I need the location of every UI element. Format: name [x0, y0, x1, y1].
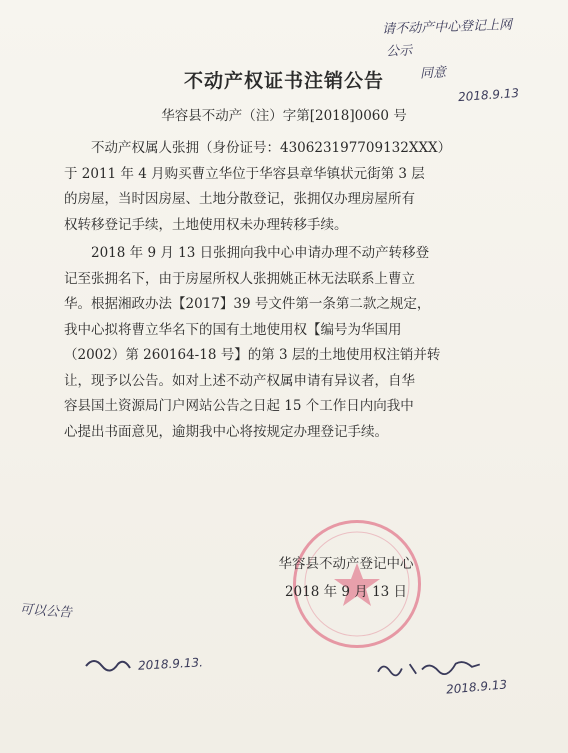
document-body	[64, 136, 504, 445]
paragraph-1-cont	[64, 162, 504, 239]
text-line: 我中心拟将曹立华名下的国有土地使用权【编号为华国用	[64, 321, 402, 338]
handwritten-date: 2018.9.13	[445, 677, 508, 697]
text-line: 的房屋，当时因房屋、土地分散登记，张拥仅办理房屋所有	[64, 191, 415, 207]
issuer-block	[246, 550, 446, 606]
handwritten-date: 2018.9.13.	[137, 655, 204, 673]
document-title: 不动产权证书注销公告	[183, 70, 384, 92]
signature-icon	[84, 652, 134, 676]
issuer-name: 华容县不动产登记中心	[278, 556, 414, 572]
signature-icon	[375, 654, 486, 682]
text-line: 权转移登记手续，土地使用权未办理转移手续。	[64, 216, 348, 233]
handwritten-note: 请不动产中心登记上网	[381, 17, 513, 38]
paragraph-2	[64, 241, 504, 267]
handwritten-signature	[84, 652, 134, 680]
text-line: 不动产权属人张拥（身份证号：430623197709132XXX）	[91, 140, 452, 156]
text-line: 容县国土资源局门户网站公告之日起 15 个工作日内向我中	[64, 398, 414, 414]
paragraph-1	[64, 136, 504, 162]
handwritten-note: 可以公告	[19, 602, 73, 621]
issue-date: 2018 年 9 月 13 日	[284, 584, 408, 600]
text-line: 记至张拥名下，由于房屋所权人张拥姚正林无法联系上曹立	[64, 270, 415, 287]
text-line: 让，现予以公告。如对上述不动产权属申请有异议者，自华	[64, 372, 415, 389]
text-line: 心提出书面意见，逾期我中心将按规定办理登记手续。	[64, 423, 388, 440]
handwritten-note: 公示	[385, 43, 413, 60]
handwritten-note: 同意	[419, 65, 447, 82]
text-line: 于 2011 年 4 月购买曹立华位于华容县章华镇状元街第 3 层	[64, 165, 425, 182]
handwritten-date: 2018.9.13	[457, 85, 520, 105]
text-line: 华。根据湘政办法【2017】39 号文件第一条第二款之规定，	[64, 296, 431, 312]
paragraph-2-cont	[64, 267, 504, 446]
text-line: 2018 年 9 月 13 日张拥向我中心申请办理不动产转移登	[91, 245, 430, 261]
text-line: （2002）第 260164-18 号】的第 3 层的土地使用权注销并转	[64, 347, 441, 363]
document-number: 华容县不动产（注）字第[2018]0060 号	[161, 108, 407, 124]
